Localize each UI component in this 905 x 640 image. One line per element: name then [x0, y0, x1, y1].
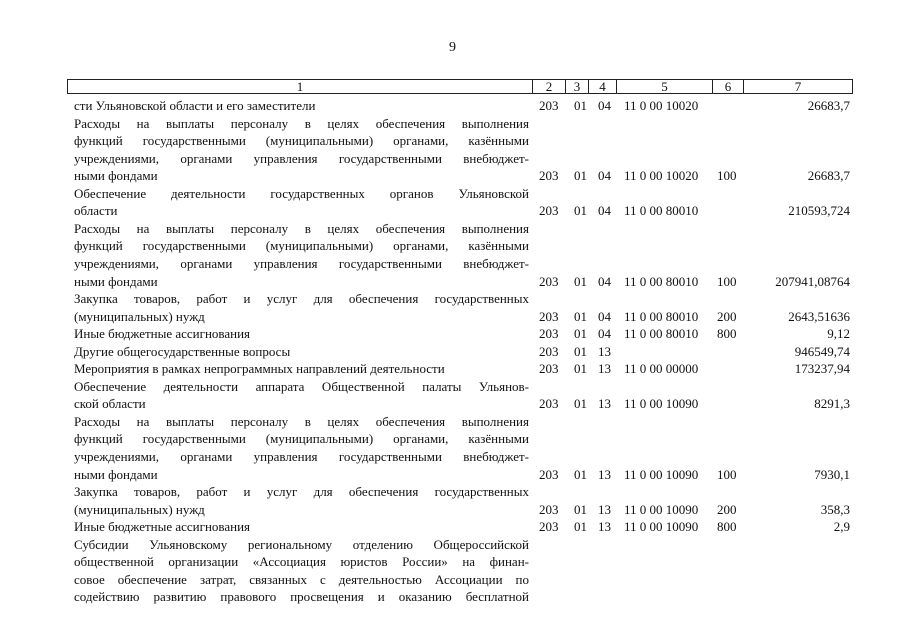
- row-code-section: 01: [574, 501, 587, 517]
- table-row: [0, 484, 905, 500]
- row-code-target: 11 0 00 80010: [624, 308, 699, 324]
- row-code-target: 11 0 00 80010: [624, 273, 699, 289]
- row-code-admin: 203: [539, 98, 559, 113]
- row-description: функций государственными (муниципальными) органами, казёнными: [74, 238, 529, 254]
- row-code-admin: 203: [539, 203, 559, 219]
- row-amount: 9,12: [827, 326, 850, 342]
- table-row: [0, 98, 905, 114]
- row-description: учреждениями, органами управления государственными внебюджет-: [74, 449, 529, 464]
- row-code-target: 11 0 00 10090: [624, 396, 699, 412]
- row-description: сти Ульяновской области и его заместители: [74, 98, 316, 113]
- table-row: [0, 309, 905, 325]
- row-code-section: 01: [574, 308, 587, 324]
- row-code-target: 11 0 00 80010: [624, 326, 699, 342]
- table-row: [0, 168, 905, 184]
- row-amount: 946549,74: [794, 343, 850, 359]
- row-code-section: 01: [574, 203, 587, 219]
- row-code-expense-type: 200: [717, 501, 737, 517]
- row-code-section: 01: [574, 273, 587, 289]
- table-row: [0, 572, 905, 588]
- table-row: [0, 519, 905, 535]
- table-row: [0, 589, 905, 605]
- row-description: учреждениями, органами управления государственными внебюджет-: [74, 150, 529, 166]
- row-code-section: 01: [574, 466, 587, 482]
- row-code-expense-type: 100: [717, 168, 737, 184]
- header-col-1: 1: [67, 79, 533, 94]
- row-amount: 207941,08764: [775, 273, 850, 289]
- row-code-target: 11 0 00 10090: [624, 519, 699, 535]
- table-row: [0, 203, 905, 219]
- row-code-admin: 203: [539, 168, 559, 184]
- row-description: Расходы на выплаты персоналу в целях обеспечения выполнения: [74, 413, 529, 429]
- header-col-7: 7: [744, 79, 853, 94]
- table-row: [0, 396, 905, 412]
- row-code-subsection: 04: [598, 203, 611, 219]
- header-col-5: 5: [617, 79, 713, 94]
- table-row: [0, 186, 905, 202]
- row-code-subsection: 13: [598, 501, 611, 517]
- row-code-section: 01: [574, 343, 587, 359]
- row-description: Другие общегосударственные вопросы: [74, 343, 291, 359]
- table-row: [0, 221, 905, 237]
- row-description: ными фондами: [74, 466, 158, 482]
- row-code-expense-type: 800: [717, 326, 737, 342]
- row-description: Обеспечение деятельности аппарата Общественной палаты Ульянов-: [74, 378, 529, 394]
- row-description: функций государственными (муниципальными) органами, казёнными: [74, 431, 529, 447]
- row-amount: 210593,724: [788, 203, 850, 219]
- table-row: [0, 116, 905, 132]
- row-description: области: [74, 203, 118, 219]
- row-code-target: 11 0 00 10020: [624, 98, 699, 113]
- row-code-section: 01: [574, 396, 587, 412]
- row-code-subsection: 13: [598, 466, 611, 482]
- row-amount: 358,3: [820, 501, 850, 517]
- row-code-admin: 203: [539, 519, 559, 535]
- row-description: функций государственными (муниципальными) органами, казёнными: [74, 133, 529, 149]
- row-description: ными фондами: [74, 273, 158, 289]
- row-code-expense-type: 800: [717, 519, 737, 535]
- row-code-expense-type: 200: [717, 308, 737, 324]
- row-description: Иные бюджетные ассигнования: [74, 519, 251, 535]
- table-row: [0, 344, 905, 360]
- row-code-target: 11 0 00 80010: [624, 203, 699, 219]
- table-row: [0, 502, 905, 518]
- table-row: [0, 291, 905, 307]
- row-description: учреждениями, органами управления государственными внебюджет-: [74, 255, 529, 271]
- row-code-expense-type: 100: [717, 273, 737, 289]
- row-code-target: 11 0 00 10090: [624, 466, 699, 482]
- row-code-subsection: 04: [598, 308, 611, 324]
- row-code-admin: 203: [539, 396, 559, 412]
- row-description: Закупка товаров, работ и услуг для обеспечения государственных: [74, 291, 529, 307]
- header-col-3: 3: [566, 79, 589, 94]
- row-code-target: 11 0 00 10020: [624, 168, 699, 184]
- row-description: Расходы на выплаты персоналу в целях обеспечения выполнения: [74, 115, 529, 131]
- row-amount: 2643,51636: [788, 308, 850, 324]
- row-description: содействию развитию правового просвещения и оказанию бесплатной: [74, 589, 529, 605]
- table-row: [0, 151, 905, 167]
- row-code-subsection: 04: [598, 168, 611, 184]
- table-row: [0, 361, 905, 377]
- table-row: [0, 431, 905, 447]
- table-row: [0, 133, 905, 149]
- header-col-6: 6: [713, 79, 744, 94]
- row-code-admin: 203: [539, 326, 559, 342]
- row-description: Субсидии Ульяновскому региональному отделению Общероссийской: [74, 536, 529, 552]
- header-col-2: 2: [533, 79, 566, 94]
- row-code-admin: 203: [539, 466, 559, 482]
- row-description: Закупка товаров, работ и услуг для обеспечения государственных: [74, 484, 529, 500]
- table-row: [0, 238, 905, 254]
- row-description: ными фондами: [74, 168, 158, 184]
- row-description: Мероприятия в рамках непрограммных направлений деятельности: [74, 361, 445, 377]
- row-description: совое обеспечение затрат, связанных с деятельностью Ассоциации по: [74, 571, 529, 587]
- row-code-admin: 203: [539, 273, 559, 289]
- row-code-subsection: 04: [598, 326, 611, 342]
- row-code-section: 01: [574, 326, 587, 342]
- row-code-admin: 203: [539, 308, 559, 324]
- row-code-target: 11 0 00 10090: [624, 501, 699, 517]
- row-code-subsection: 04: [598, 98, 611, 113]
- row-amount: 26683,7: [807, 168, 850, 184]
- row-description: ской области: [74, 396, 146, 412]
- row-code-admin: 203: [539, 501, 559, 517]
- row-amount: 173237,94: [794, 361, 850, 377]
- row-code-subsection: 13: [598, 343, 611, 359]
- row-code-section: 01: [574, 519, 587, 535]
- row-amount: 26683,7: [807, 98, 850, 113]
- row-code-subsection: 13: [598, 396, 611, 412]
- row-code-section: 01: [574, 168, 587, 184]
- row-description: Иные бюджетные ассигнования: [74, 326, 251, 342]
- table-row: [0, 326, 905, 342]
- row-code-admin: 203: [539, 361, 559, 377]
- row-description: (муниципальных) нужд: [74, 501, 205, 517]
- table-row: [0, 274, 905, 290]
- row-code-target: 11 0 00 00000: [624, 361, 699, 377]
- table-row: [0, 379, 905, 395]
- row-description: Обеспечение деятельности государственных органов Ульяновской: [74, 185, 529, 201]
- table-row: [0, 554, 905, 570]
- header-col-4: 4: [589, 79, 617, 94]
- row-description: Расходы на выплаты персоналу в целях обеспечения выполнения: [74, 220, 529, 236]
- row-code-expense-type: 100: [717, 466, 737, 482]
- row-code-subsection: 13: [598, 519, 611, 535]
- table-row: [0, 537, 905, 553]
- row-code-section: 01: [574, 361, 587, 377]
- table-row: [0, 467, 905, 483]
- row-code-subsection: 13: [598, 361, 611, 377]
- table-row: [0, 414, 905, 430]
- row-amount: 2,9: [833, 519, 850, 535]
- row-code-subsection: 04: [598, 273, 611, 289]
- row-amount: 8291,3: [814, 396, 850, 412]
- row-description: общественной организации «Ассоциация юристов России» на финан-: [74, 554, 529, 570]
- row-amount: 7930,1: [814, 466, 850, 482]
- table-row: [0, 449, 905, 465]
- table-row: [0, 256, 905, 272]
- row-description: (муниципальных) нужд: [74, 308, 205, 324]
- page-number: 9: [449, 40, 456, 55]
- row-code-admin: 203: [539, 343, 559, 359]
- row-code-section: 01: [574, 98, 587, 113]
